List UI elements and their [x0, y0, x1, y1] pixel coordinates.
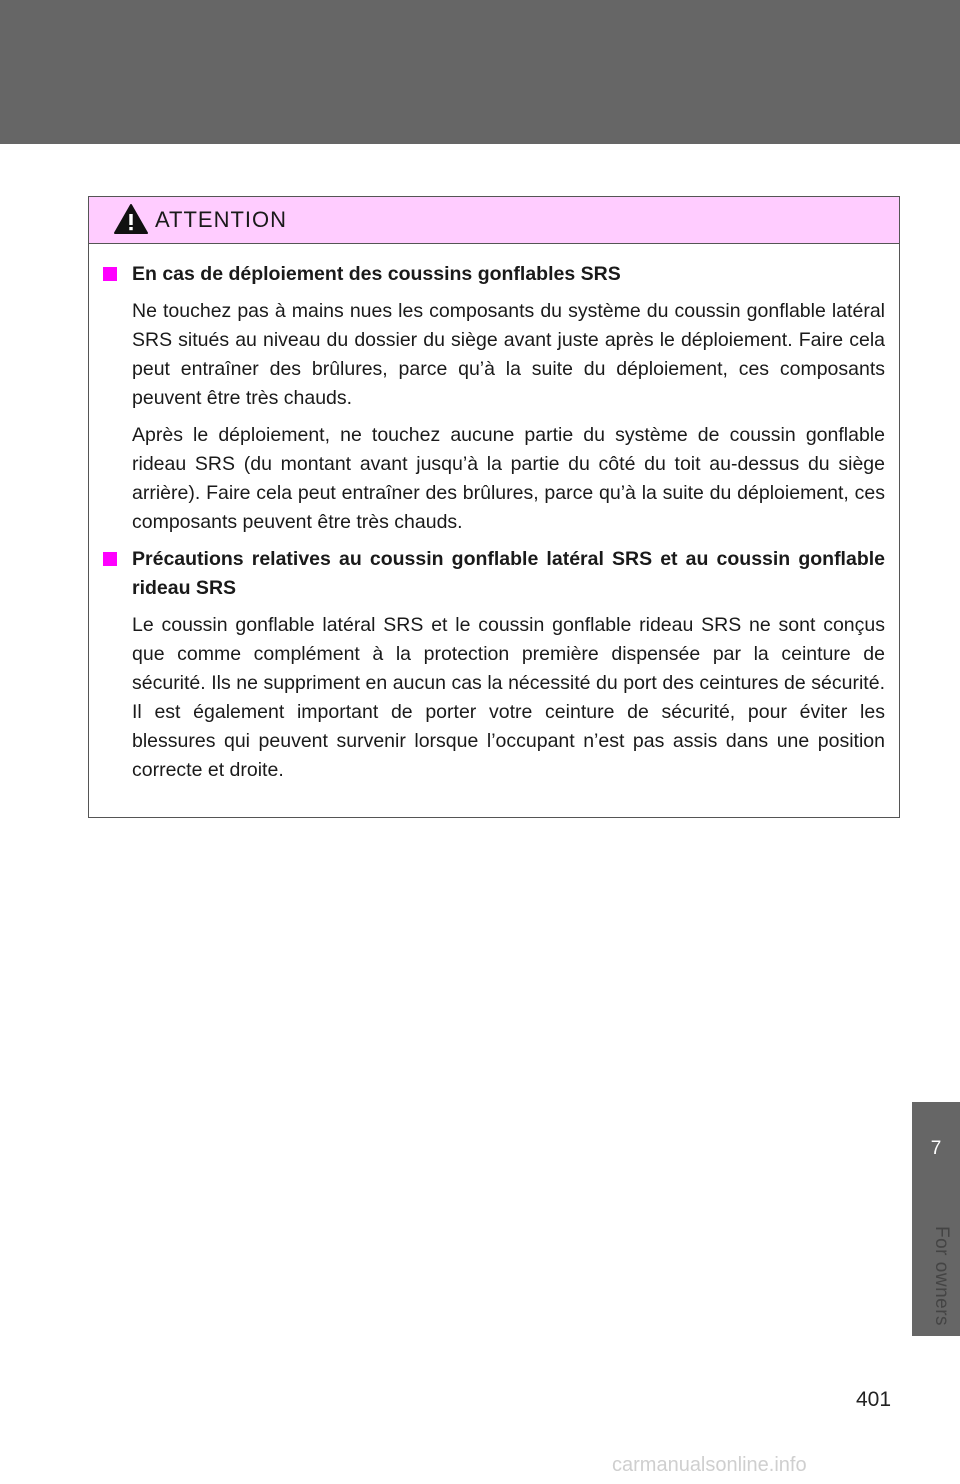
chapter-number: 7	[930, 1138, 942, 1159]
top-header-band	[0, 0, 960, 144]
caution-title: ATTENTION	[155, 207, 288, 232]
square-bullet-icon	[103, 267, 117, 281]
paragraph: Le coussin gonflable latéral SRS et le coussin gonflable rideau SRS ne sont conçus que comme complément à la protection première dispensée par la ceinture de sécurité. Ils ne suppriment en aucun cas la nécessité du port des ceintures de sécurité. Il est également important de porter votre ceinture de sécurité, pour éviter les blessures qui peuvent survenir lorsque l’occupant n’est pas assis dans une position correcte et droite.	[132, 614, 885, 781]
paragraph: Après le déploiement, ne touchez aucune partie du système de coussin gonflable rideau SRS (du montant avant jusqu’à la partie du côté du toit au-dessus du siège arrière). Faire cela peut entraîner des brûlures, parce qu’à la suite du déploiement, ces composants peuvent être très chauds.	[132, 424, 885, 533]
square-bullet-icon	[103, 552, 117, 566]
caution-box	[88, 196, 900, 818]
warning-icon	[113, 203, 149, 235]
watermark: carmanualsonline.info	[612, 1454, 807, 1476]
page-number: 401	[856, 1388, 892, 1411]
section-heading-text: En cas de déploiement des coussins gonflables SRS	[132, 263, 621, 285]
section-heading	[103, 545, 885, 603]
section-heading	[103, 260, 885, 289]
section-heading-text: Précautions relatives au coussin gonflable latéral SRS et au coussin gonflable rideau SRS	[132, 548, 885, 599]
paragraph: Ne touchez pas à mains nues les composants du système du coussin gonflable latéral SRS situés au niveau du dossier du siège avant juste après le déploiement. Faire cela peut entraîner des brûlures, parce qu’à la suite du déploiement, ces composants peuvent être très chauds.	[132, 300, 885, 409]
chapter-label: For owners	[931, 1226, 952, 1327]
caution-header	[89, 197, 899, 244]
caution-body	[89, 244, 899, 785]
